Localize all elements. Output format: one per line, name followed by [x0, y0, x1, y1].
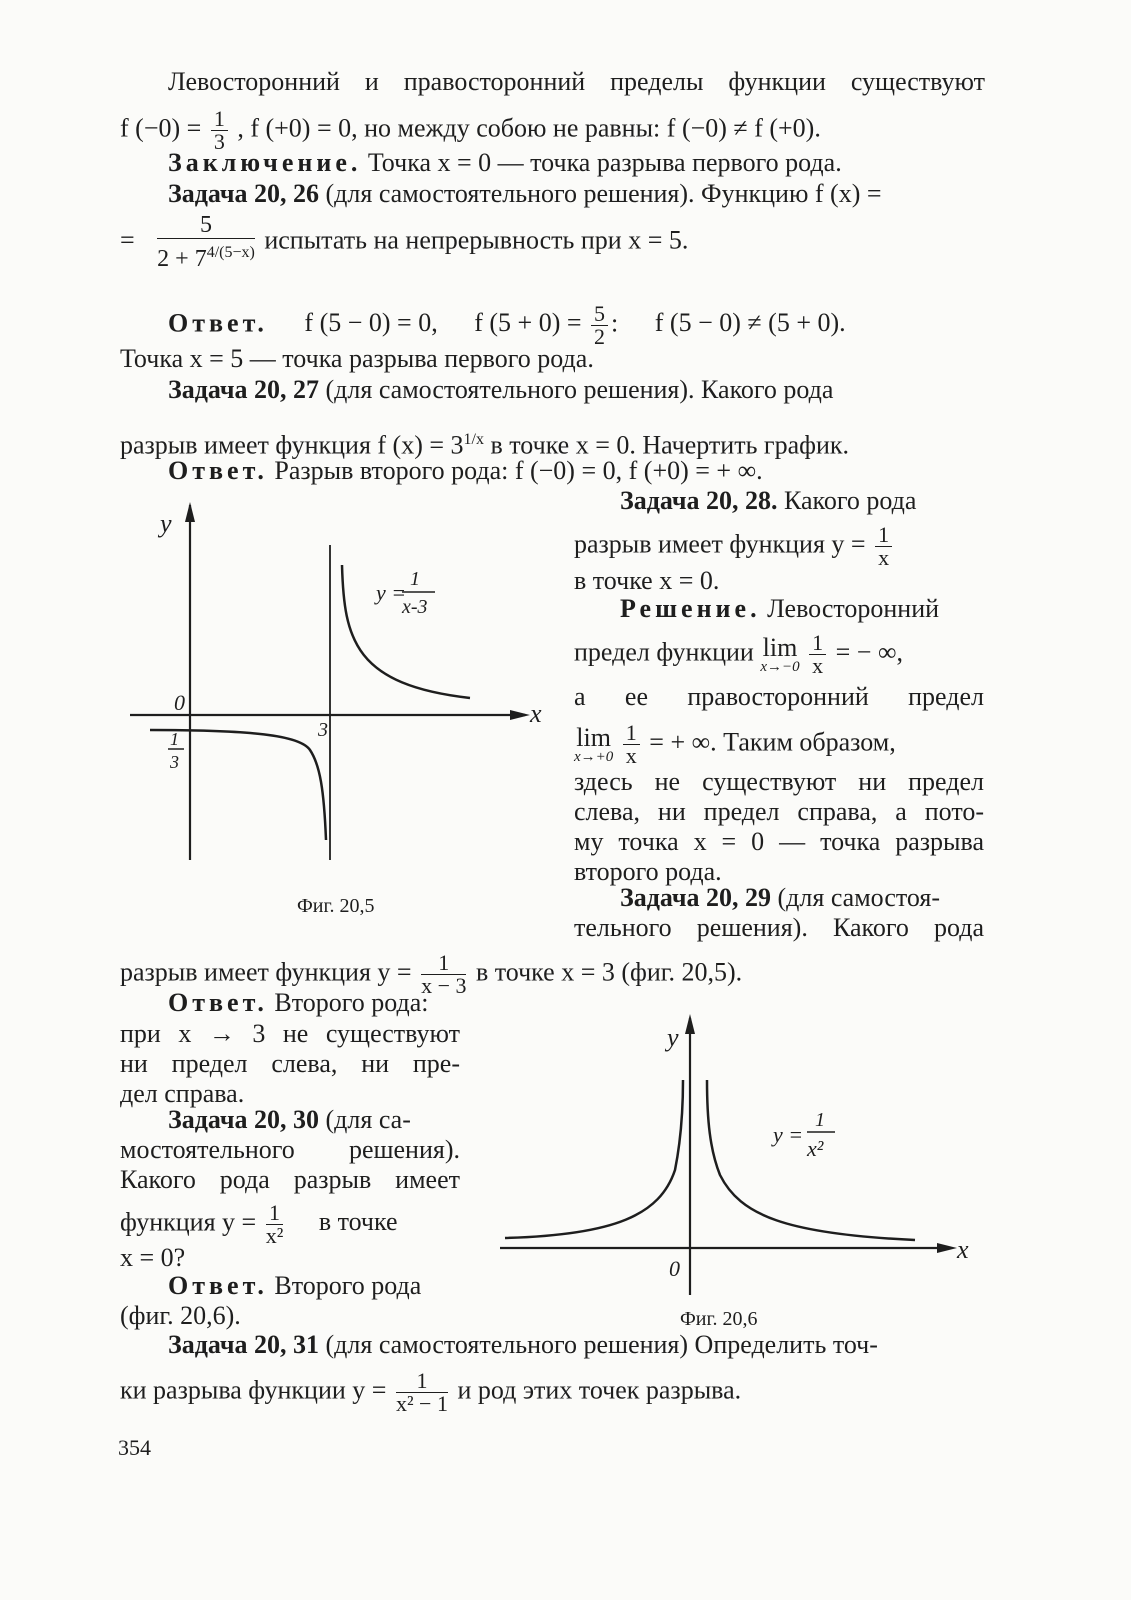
fig5-curve-num: 1 — [410, 568, 420, 590]
solution28-line8: второго рода. — [574, 857, 722, 886]
fig5-caption: Фиг. 20,5 — [297, 895, 375, 917]
para-limits-line2 — [120, 108, 821, 153]
task28-line2: разрыв имеет функция y = $\frac{1}{x}$ — [574, 524, 895, 569]
fig6-caption: Фиг. 20,6 — [680, 1308, 758, 1330]
task26-line2 — [120, 212, 688, 273]
fig6-y-arrow-icon — [685, 1014, 695, 1034]
task27-line2: разрыв имеет функция f $(x) = 3^{1/x}$ в точке x = 0. Начертить график. — [120, 430, 850, 460]
task31-fraction: $\frac{1}{\text{x² − 1}}$ — [395, 1368, 448, 1416]
limit-left-fraction: $\frac{1}{x}$ — [809, 632, 826, 677]
fig5-tick-num: 1 — [170, 729, 179, 749]
fig6-y-label: y — [667, 1023, 679, 1052]
solution28-line6: слева, ни предел справа, а пото- — [574, 797, 984, 826]
fig6-x-arrow-icon — [937, 1243, 957, 1253]
conclusion-heading: Заключение. — [168, 148, 362, 177]
task26-text: (для самостоятельного решения). Функцию f (x) = — [325, 179, 882, 208]
solution28-line3: а ее правосторонний предел — [574, 682, 984, 711]
answer26-fraction: $\frac{5}{2}$ — [591, 303, 608, 348]
task29-line2: тельного решения). Какого рода — [574, 913, 984, 942]
figure-20-6 — [495, 1010, 995, 1300]
figure-20-5 — [130, 500, 550, 870]
task27-line1 — [168, 375, 833, 405]
answer26-line2: Точка x = 5 — точка разрыва первого рода. — [120, 344, 594, 373]
task28-line3: в точке x = 0. — [574, 566, 720, 595]
task31-line1: Задача 20, 31 (для самостоятельного решения) Определить точ- — [168, 1330, 878, 1359]
answer29-line3: ни предел слева, ни пре- — [120, 1049, 460, 1078]
solution28-line7: му точка x = 0 — точка разрыва — [574, 827, 984, 856]
task30-line2: мостоятельного решения). — [120, 1135, 460, 1164]
answer29-line4: дел справа. — [120, 1079, 245, 1108]
task30-line4: функция y = $\frac{1}{\text{x²}}$ в точке — [120, 1200, 398, 1248]
answer30-line1: Ответ. Второго рода — [168, 1271, 422, 1300]
task26-after: испытать на непрерывность при x = 5. — [264, 225, 689, 255]
solution28-line5: здесь не существуют ни предел — [574, 767, 984, 796]
answer26-a: f (5 − 0) = 0, — [304, 308, 438, 338]
fig5-tick-den: 3 — [170, 752, 179, 772]
answer30-heading: Ответ. — [168, 1271, 268, 1300]
task26-line1 — [168, 179, 882, 209]
task27-exponent: 1/x — [463, 431, 484, 448]
fig6-x-label: x — [957, 1235, 969, 1264]
fig6-curve-left — [505, 1080, 683, 1238]
task29-fraction: $\frac{1}{x - 3}$ — [421, 950, 467, 998]
task31-heading: Задача 20, 31 — [168, 1330, 319, 1359]
task26-exponent: 4/(5−x) — [206, 244, 255, 261]
task30-line5: x = 0? — [120, 1243, 186, 1272]
fig5-y-arrow-icon — [185, 502, 195, 522]
limit-right-fraction: $\frac{1}{x}$ — [623, 722, 640, 767]
answer27-heading: Ответ. — [168, 456, 268, 485]
fig5-y-label: y — [160, 509, 172, 538]
answer30-line2: (фиг. 20,6). — [120, 1301, 241, 1330]
formula-f-minus0: f (−0) = — [120, 113, 202, 143]
solution28-line1: Решение. Левосторонний — [620, 594, 940, 623]
fig5-origin-label: 0 — [174, 690, 185, 715]
conclusion-line — [168, 148, 842, 178]
answer29-line1: Ответ. Второго рода: — [168, 988, 429, 1017]
page-number: 354 — [118, 1435, 151, 1460]
task26-fraction: $\frac{5}{2 + 7^{4/(5-x)}}$ — [157, 212, 255, 272]
answer29-heading: Ответ. — [168, 988, 268, 1017]
limit-right: lim x→+0 — [574, 722, 614, 765]
fig5-x-arrow-icon — [510, 710, 530, 720]
task28-heading: Задача 20, 28. — [620, 486, 778, 515]
task28-line1: Задача 20, 28. Какого рода — [620, 486, 917, 515]
task27-text: (для самостоятельного решения). Какого рода — [325, 375, 834, 404]
task29-heading: Задача 20, 29 — [620, 883, 771, 912]
task26-heading: Задача 20, 26 — [168, 179, 319, 208]
solution28-heading: Решение. — [620, 594, 761, 623]
solution28-line2: предел функции lim x→−0 $\frac{1}{x}$ = − ∞, — [574, 630, 903, 678]
solution28-line4: lim x→+0 $\frac{1}{x}$ = + ∞. Таким образом, — [574, 720, 896, 768]
task30-line3: Какого рода разрыв имеет — [120, 1165, 460, 1194]
fig6-origin-label: 0 — [669, 1256, 680, 1281]
task26-eq: = — [120, 225, 135, 255]
answer26-heading: Ответ. — [168, 308, 268, 338]
task30-heading: Задача 20, 30 — [168, 1105, 319, 1134]
fig6-curve-num: 1 — [815, 1109, 825, 1131]
fig5-x-label: x — [530, 699, 542, 728]
task30-fraction: $\frac{1}{\text{x²}}$ — [265, 1200, 284, 1248]
fig5-curve-label: y = — [376, 580, 407, 605]
para-limits-line1: Левосторонний и правосторонний пределы функции существуют — [168, 67, 985, 96]
conclusion-text: Точка x = 0 — точка разрыва первого рода. — [367, 148, 842, 177]
fig6-curve-den: x² — [807, 1136, 824, 1161]
fig5-tick-3: 3 — [318, 719, 328, 741]
answer27-text: Разрыв второго рода: f (−0) = 0, f (+0) = + ∞. — [274, 456, 763, 485]
formula-rest: , f (+0) = 0, но между собою не равны: f (−0) ≠ f (+0). — [237, 113, 821, 143]
task29-line3: разрыв имеет функция y = $\frac{1}{x - 3}$ в точке x = 3 (фиг. 20,5). — [120, 950, 743, 998]
fig5-curve-den: x-3 — [402, 596, 428, 618]
task27-heading: Задача 20, 27 — [168, 375, 319, 404]
task31-line2: ки разрыва функции y = $\frac{1}{\text{x² − 1}}$ и род этих точек разрыва. — [120, 1368, 742, 1416]
fig6-curve-label: y = — [773, 1122, 804, 1147]
answer26-c: f (5 − 0) ≠ (5 + 0). — [654, 308, 846, 338]
fraction-one-third: $\frac{1}{3}$ — [211, 108, 228, 153]
limit-left: lim x→−0 — [760, 632, 800, 675]
answer27-line — [168, 456, 763, 486]
answer26-line1: Ответ. f (5 − 0) = 0, f (5 + 0) = $\frac{5}{2}$ : f (5 − 0) ≠ (5 + 0). — [168, 301, 846, 349]
answer26-b: f (5 + 0) = — [474, 308, 582, 338]
task28-fraction: $\frac{1}{x}$ — [875, 524, 892, 569]
task29-line1: Задача 20, 29 (для самостоя- — [620, 883, 940, 912]
answer29-line2: при x → 3 не существуют — [120, 1019, 460, 1048]
task30-line1: Задача 20, 30 (для са- — [168, 1105, 411, 1134]
